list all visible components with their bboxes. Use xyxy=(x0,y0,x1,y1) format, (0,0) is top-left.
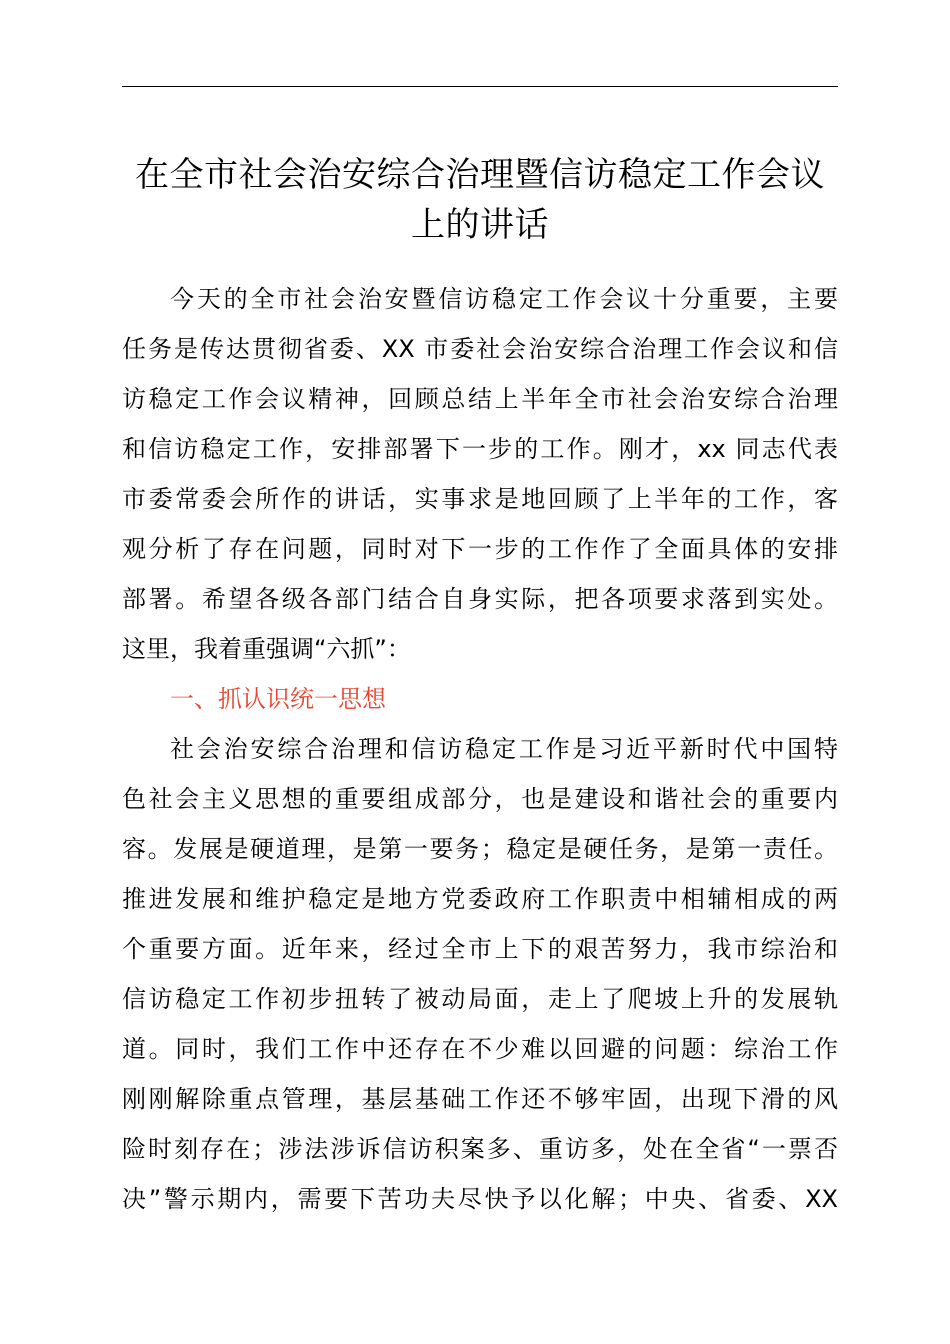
header-rule xyxy=(122,86,838,87)
title-line-2: 上的讲话 xyxy=(411,205,549,245)
paragraph-line: 社会治安综合治理和信访稳定工作是习近平新时代中国特 xyxy=(170,735,838,763)
paragraph-line: 决”警示期内，需要下苦功夫尽快予以化解；中央、省委、XX xyxy=(122,1185,838,1213)
paragraph-line: 色社会主义思想的重要组成部分，也是建设和谐社会的重要内 xyxy=(122,785,838,813)
section-1-paragraph xyxy=(122,724,838,1224)
title-line-1: 在全市社会治安综合治理暨信访稳定工作会议 xyxy=(135,155,825,195)
paragraph-line: 刚刚解除重点管理，基层基础工作还不够牢固，出现下滑的风 xyxy=(122,1085,838,1113)
paragraph-line: 任务是传达贯彻省委、XX 市委社会治安综合治理工作会议和信 xyxy=(122,335,838,363)
paragraph-line: 推进发展和维护稳定是地方党委政府工作职责中相辅相成的两 xyxy=(122,885,838,913)
paragraph-line: 这里，我着重强调“六抓”： xyxy=(122,635,411,663)
paragraph-line: 险时刻存在；涉法涉诉信访积案多、重访多，处在全省“一票否 xyxy=(122,1135,838,1163)
paragraph-line: 容。发展是硬道理，是第一要务；稳定是硬任务，是第一责任。 xyxy=(122,835,838,863)
paragraph-line: 个重要方面。近年来，经过全市上下的艰苦努力，我市综治和 xyxy=(122,935,838,963)
paragraph-line: 部署。希望各级各部门结合自身实际，把各项要求落到实处。 xyxy=(122,585,838,613)
paragraph-line: 访稳定工作会议精神，回顾总结上半年全市社会治安综合治理 xyxy=(122,385,838,413)
paragraph-line: 和信访稳定工作，安排部署下一步的工作。刚才，xx 同志代表 xyxy=(122,435,838,463)
document-body xyxy=(122,274,838,1224)
paragraph-line: 今天的全市社会治安暨信访稳定工作会议十分重要，主要 xyxy=(170,285,838,313)
intro-paragraph xyxy=(122,274,838,674)
paragraph-line: 信访稳定工作初步扭转了被动局面，走上了爬坡上升的发展轨 xyxy=(122,985,838,1013)
paragraph-line: 市委常委会所作的讲话，实事求是地回顾了上半年的工作，客 xyxy=(122,485,838,513)
document-title xyxy=(122,150,838,250)
paragraph-line: 观分析了存在问题，同时对下一步的工作作了全面具体的安排 xyxy=(122,535,838,563)
paragraph-line: 道。同时，我们工作中还存在不少难以回避的问题：综治工作 xyxy=(122,1035,838,1063)
section-heading-1: 一、抓认识统一思想 xyxy=(170,685,386,713)
